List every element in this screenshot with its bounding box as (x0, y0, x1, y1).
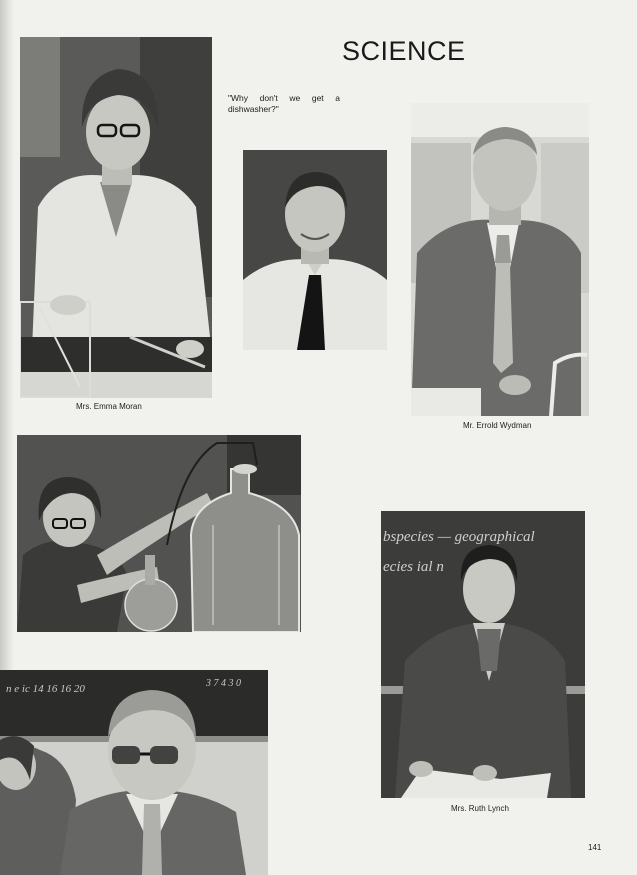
lab-teacher-illustration (20, 37, 212, 398)
photo-emma-moran (20, 37, 212, 398)
chalkboard-text-line2: ecies ial n (383, 559, 444, 575)
caption-emma-moran: Mrs. Emma Moran (76, 402, 142, 411)
photo-portrait-man-tie (243, 150, 387, 350)
chalkboard-numbers: n e ic 14 16 16 20 (6, 683, 85, 695)
photo-ruth-lynch (381, 511, 585, 798)
chalkboard-teacher-illustration (381, 511, 585, 798)
chalkboard-numbers-right: 3 7 4 3 0 (206, 678, 241, 689)
suit-man-illustration (411, 103, 589, 416)
photo-man-with-glasses-classroom (0, 670, 268, 875)
page-number: 141 (588, 843, 602, 852)
caption-errold-wydman: Mr. Errold Wydman (463, 421, 532, 430)
portrait-illustration (243, 150, 387, 350)
photo-quote: "Why don't we get a dishwasher?" (228, 93, 340, 114)
photo-errold-wydman (411, 103, 589, 416)
caption-ruth-lynch: Mrs. Ruth Lynch (451, 804, 509, 813)
carboy-illustration (17, 435, 301, 632)
classroom-illustration (0, 670, 268, 875)
page-title: SCIENCE (342, 36, 466, 66)
photo-teacher-with-carboy (17, 435, 301, 632)
chalkboard-text-line1: bspecies — geographical (383, 529, 535, 545)
